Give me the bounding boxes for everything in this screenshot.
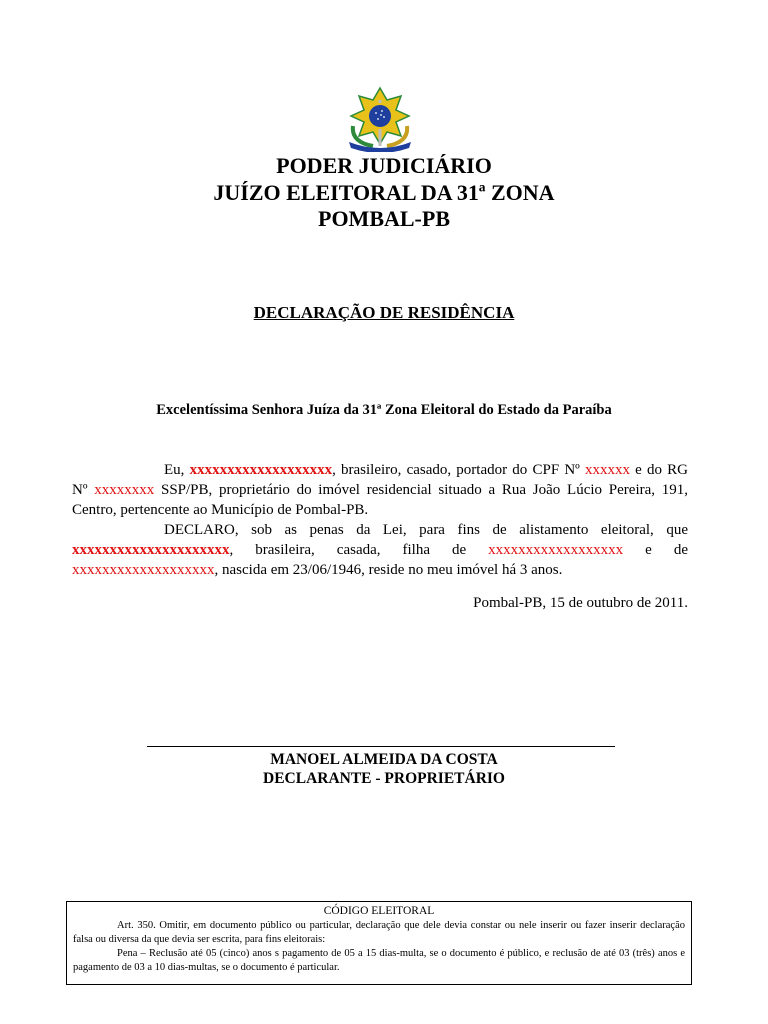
text-segment: , nascida em 23/06/1946, reside no meu imóvel há 3 anos. bbox=[214, 562, 563, 578]
cpf-placeholder: xxxxxx bbox=[584, 462, 630, 478]
place-and-date: Pombal-PB, 15 de outubro de 2011. bbox=[473, 595, 688, 611]
text-segment: DECLARO, sob as penas da Lei, para fins de alistamento eleitoral, que bbox=[164, 522, 688, 538]
declaration-body bbox=[72, 460, 688, 580]
text-segment: Eu, bbox=[164, 462, 190, 478]
document-title: DECLARAÇÃO DE RESIDÊNCIA bbox=[253, 303, 515, 322]
paragraph-1 bbox=[72, 460, 688, 520]
salutation: Excelentíssima Senhora Juíza da 31ª Zona Eleitoral do Estado da Paraíba bbox=[156, 402, 612, 418]
legal-title: CÓDIGO ELEITORAL bbox=[323, 905, 435, 917]
signature-line bbox=[147, 746, 615, 747]
header-line-1: PODER JUDICIÁRIO bbox=[276, 153, 492, 178]
resident-name-placeholder: xxxxxxxxxxxxxxxxxxxxx bbox=[72, 542, 230, 558]
header-line-3: POMBAL-PB bbox=[318, 206, 450, 231]
text-segment: , brasileiro, casado, portador do CPF Nº bbox=[332, 462, 585, 478]
mother-name-placeholder: xxxxxxxxxxxxxxxxxxx bbox=[72, 562, 215, 578]
electoral-code-box bbox=[66, 901, 692, 985]
text-segment: , brasileira, casada, filha de bbox=[229, 542, 489, 558]
rg-placeholder: xxxxxxxx bbox=[94, 482, 155, 498]
header-line-2: JUÍZO ELEITORAL DA 31ª ZONA bbox=[213, 180, 555, 205]
signer-name: MANOEL ALMEIDA DA COSTA bbox=[270, 751, 498, 768]
signer-role: DECLARANTE - PROPRIETÁRIO bbox=[263, 770, 505, 787]
text-segment: e de bbox=[623, 542, 688, 558]
declarant-name-placeholder: xxxxxxxxxxxxxxxxxxx bbox=[189, 462, 333, 478]
father-name-placeholder: xxxxxxxxxxxxxxxxxx bbox=[488, 542, 624, 558]
brazil-coat-of-arms-icon bbox=[343, 86, 417, 152]
paragraph-2 bbox=[72, 520, 688, 580]
text-segment: SSP/PB, proprietário do imóvel residencial situado a Rua João Lúcio Pereira, 191, Centro, pertencente ao Município de Pombal-PB. bbox=[72, 482, 689, 518]
text-segment: e do RG Nº bbox=[72, 462, 688, 498]
document-title-wrapper bbox=[0, 303, 768, 323]
legal-article: Art. 350. Omitir, em documento público ou particular, declaração que dele devia constar ou nele inserir ou fazer inserir declaração falsa ou diversa da que devia ser escrita, para fins eleitorais: bbox=[73, 920, 685, 945]
legal-penalty: Pena – Reclusão até 05 (cinco) anos s pagamento de 05 a 15 dias-multa, se o documento é público, e reclusão de até 03 (três) anos e pagamento de 03 a 10 dias-multas, se o documento é particular. bbox=[73, 948, 685, 973]
